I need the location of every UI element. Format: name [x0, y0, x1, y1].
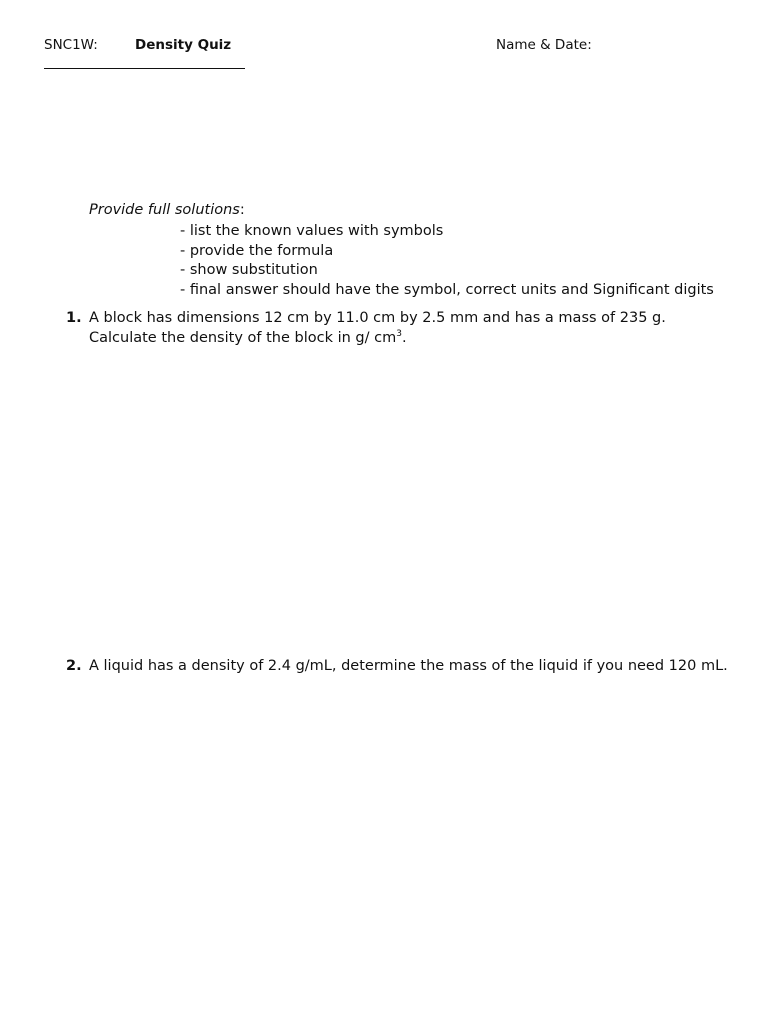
- question-number: 2.: [66, 658, 82, 674]
- question-text: A liquid has a density of 2.4 g/mL, determine the mass of the liquid if you need 120 mL.: [89, 658, 728, 674]
- quiz-title: Density Quiz: [135, 37, 232, 53]
- instruction-item: - show substitution: [180, 262, 318, 278]
- instruction-list: [180, 222, 714, 300]
- course-code: SNC1W:: [44, 37, 98, 53]
- instructions-heading: [89, 202, 245, 218]
- question-text-line: [89, 329, 734, 349]
- instruction-item: - final answer should have the symbol, correct units and Significant digits: [180, 281, 714, 298]
- question-text-line: A block has dimensions 12 cm by 11.0 cm by 2.5 mm and has a mass of 235 g.: [89, 310, 666, 326]
- instruction-item: - list the known values with symbols: [180, 223, 444, 239]
- instructions-heading-text: Provide full solutions: [89, 202, 240, 218]
- instruction-item: - provide the formula: [180, 242, 334, 259]
- question-number: 1.: [66, 310, 82, 326]
- question-text-part: Calculate the density of the block in g/ cm: [89, 329, 397, 346]
- unit-exponent: 3: [396, 328, 402, 339]
- name-date-label: Name & Date:: [496, 37, 592, 53]
- name-underline: [44, 68, 245, 69]
- instructions-heading-colon: :: [239, 202, 245, 218]
- question-text: [89, 309, 734, 348]
- question-text-period: .: [401, 329, 407, 346]
